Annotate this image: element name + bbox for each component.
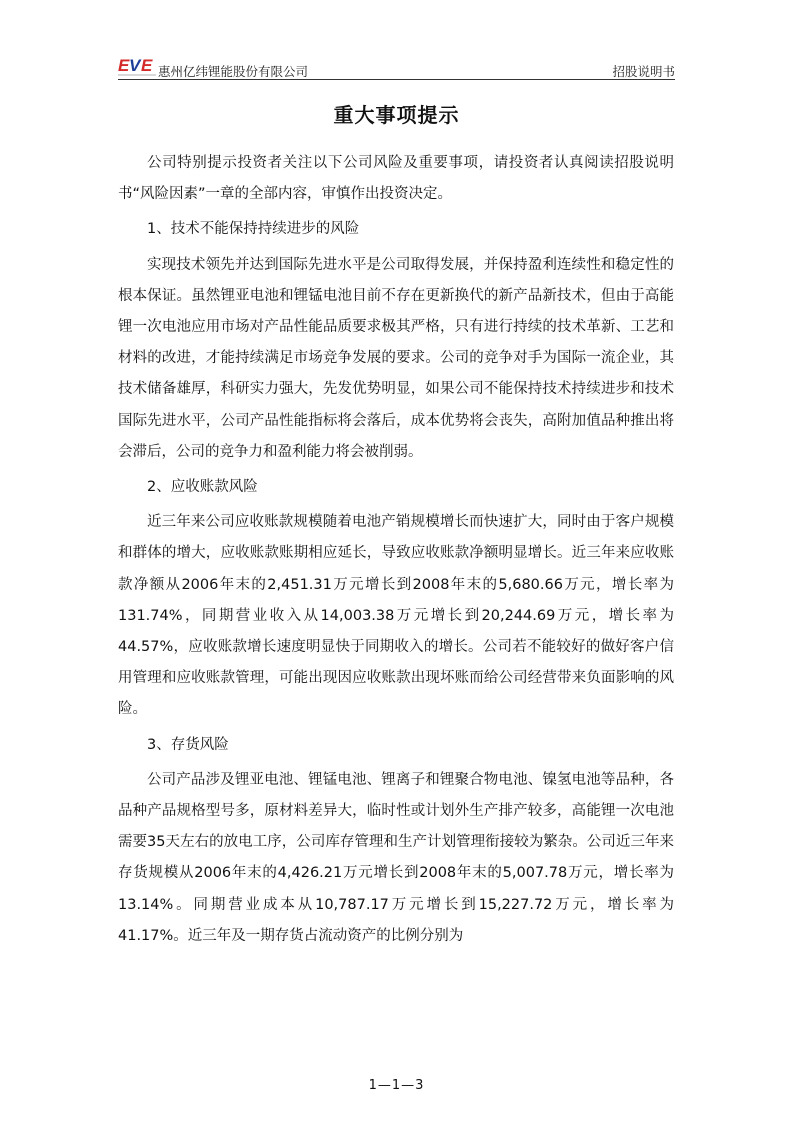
page-number: 1—1—3 — [368, 1078, 425, 1093]
svg-text:E: E — [118, 56, 130, 75]
company-logo — [118, 54, 158, 78]
page-title: 重大事项提示 — [333, 103, 460, 127]
section-heading-tech-risk: 1、技术不能保持持续进步的风险 — [147, 221, 360, 238]
page-header — [118, 52, 675, 80]
section-body-receivables-risk: 近三年来公司应收账款规模随着电池产销规模增长而快速扩大，同时由于客户规模和群体的增大，应收账款账期相应延长，导致应收账款净额明显增长。近三年来应收账款净额从2006年末的2,451.31万元增长到2008年末的5,680.66万元，增长率为131.74%，同期营业收入从14,003.38万元增长到20,244.69万元，增长率为44.57%，应收账款增长速度明显快于同期收入的增长。公司若不能较好的做好客户信用管理和应收账款管理，可能出现因应收账款出现坏账而给公司经营带来负面影响的风险。 — [118, 514, 674, 718]
svg-text:V: V — [129, 56, 141, 75]
intro-paragraph: 公司特别提示投资者关注以下公司风险及重要事项，请投资者认真阅读招股说明书“风险因素”一章的全部内容，审慎作出投资决定。 — [118, 155, 674, 203]
document-body — [118, 148, 674, 952]
svg-text:E: E — [141, 56, 153, 75]
company-name: 惠州亿纬锂能股份有限公司 — [158, 64, 309, 79]
document-type: 招股说明书 — [612, 64, 675, 79]
section-heading-receivables-risk: 2、应收账款风险 — [147, 479, 258, 496]
section-body-inventory-risk: 公司产品涉及锂亚电池、锂锰电池、锂离子和锂聚合物电池、镍氢电池等品种，各品种产品规格型号多，原材料差异大，临时性或计划外生产排产较多，高能锂一次电池需要35天左右的放电工序，公司库存管理和生产计划管理衔接较为繁杂。公司近三年来存货规模从2006年末的4,426.21万元增长到2008年末的5,007.78万元，增长率为13.14%。同期营业成本从10,787.17万元增长到15,227.72万元，增长率为41.17%。近三年及一期存货占流动资产的比例分别为 — [118, 771, 674, 944]
section-heading-inventory-risk: 3、存货风险 — [147, 736, 229, 753]
header-divider — [118, 79, 675, 80]
section-body-tech-risk: 实现技术领先并达到国际先进水平是公司取得发展，并保持盈利连续性和稳定性的根本保证。虽然锂亚电池和锂锰电池目前不存在更新换代的新产品新技术，但由于高能锂一次电池应用市场对产品性能品质要求极其严格，只有进行持续的技术革新、工艺和材料的改进，才能持续满足市场竞争发展的要求。公司的竞争对手为国际一流企业，其技术储备雄厚，科研实力强大，先发优势明显，如果公司不能保持技术持续进步和技术国际先进水平，公司产品性能指标将会落后，成本优势将会丧失，高附加值品种推出将会滞后，公司的竞争力和盈利能力将会被削弱。 — [118, 256, 674, 460]
